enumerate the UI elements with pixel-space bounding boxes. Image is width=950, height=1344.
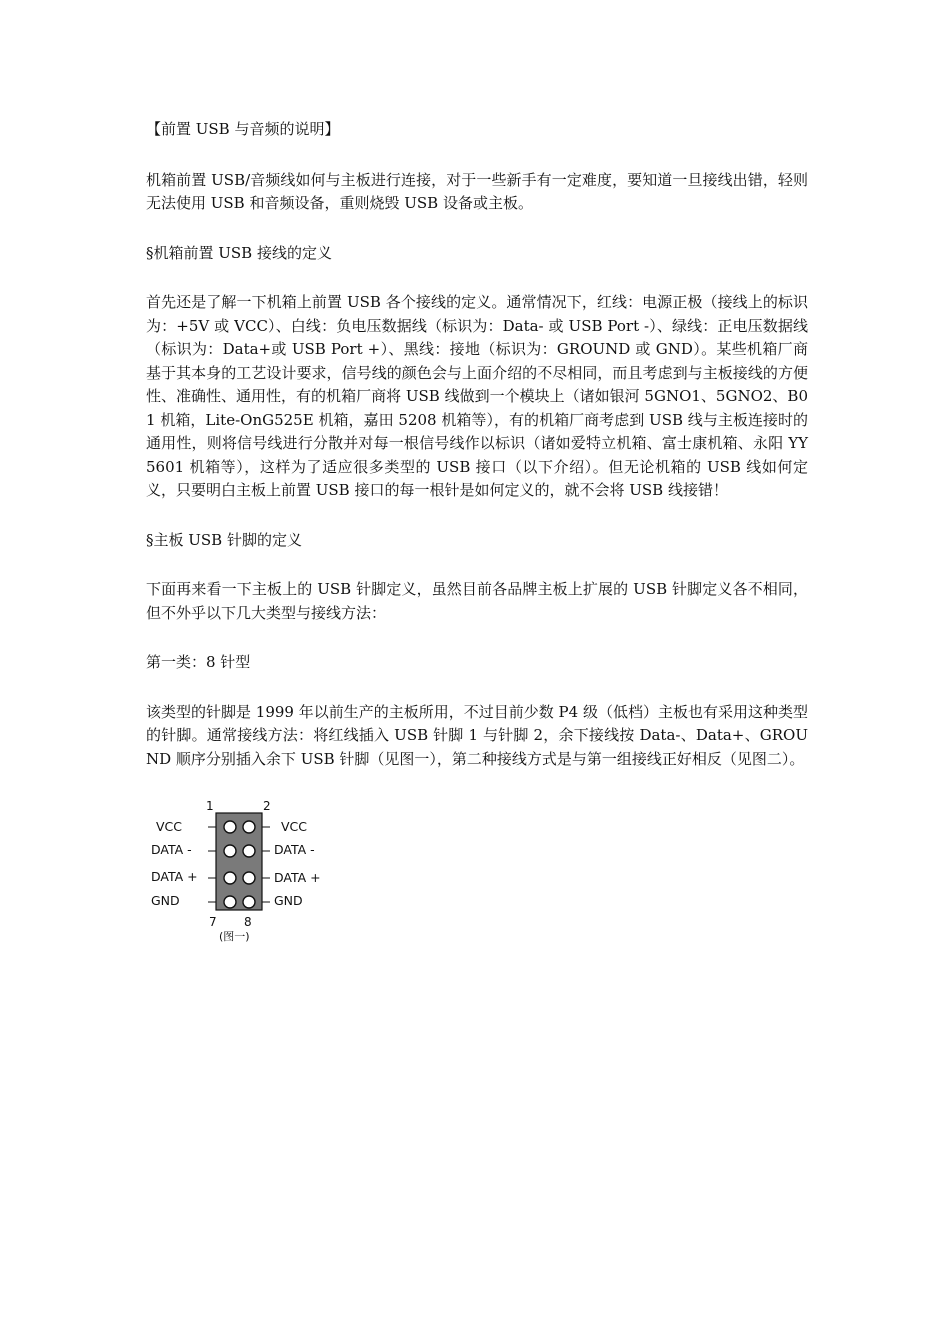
pin-7	[224, 896, 236, 908]
board-usb-paragraph: 下面再来看一下主板上的 USB 针脚定义，虽然目前各品牌主板上扩展的 USB 针脚定义各不相同，但不外乎以下几大类型与接线方法：	[146, 580, 808, 622]
left-label-gnd: GND	[151, 893, 180, 908]
pin-1	[224, 821, 236, 833]
pin-8	[243, 896, 255, 908]
pin-5	[224, 872, 236, 884]
pin-3	[224, 845, 236, 857]
pin-6	[243, 872, 255, 884]
left-label-vcc: VCC	[156, 819, 183, 834]
type1-paragraph: 该类型的针脚是 1999 年以前生产的主板所用，不过目前少数 P4 级（低档）主板也有采用这种类型的针脚。通常接线方法：将红线插入 USB 针脚 1 与针脚 2，余下接线按 Data-、Data+、GROUND 顺序分别插入余下 USB 针脚（见图一），第二种接线方式是与第一组接线正好相反（见图二）。	[146, 702, 808, 768]
document-title: 【前置 USB 与音频的说明】	[146, 120, 340, 138]
right-label-gnd: GND	[274, 893, 303, 908]
case-usb-paragraph: 首先还是了解一下机箱上前置 USB 各个接线的定义。通常情况下，红线：电源正极（接线上的标识为：+5V 或 VCC）、白线：负电压数据线（标识为：Data- 或 USB Port -）、绿线：正电压数据线（标识为：Data+或 USB Port +）、黑线：接地（标识为：GROUND 或 GND）。某些机箱厂商基于其本身的工艺设计要求，信号线的颜色会与上面介绍的不尽相同，而且考虑到与主板接线的方便性、准确性、通用性，有的机箱厂商将 USB 线做到一个模块上（诸如银河 5GNO1、5GNO2、B01 机箱，Lite-OnG525E 机箱，嘉田 5208 机箱等），有的机箱厂商考虑到 USB 线与主板连接时的通用性，则将信号线进行分散并对每一根信号线作以标识（诸如爱特立机箱、富士康机箱、永阳 YY5601 机箱等），这样为了适应很多类型的 USB 接口（以下介绍）。但无论机箱的 USB 线如何定义，只要明白主板上前置 USB 接口的每一根针是如何定义的，就不会将 USB 线接错！	[146, 293, 808, 499]
document-page	[146, 118, 808, 947]
pin-number-1: 1	[206, 799, 214, 813]
usb-8pin-diagram-svg	[146, 797, 336, 947]
pin-4	[243, 845, 255, 857]
left-label-data-minus: DATA -	[151, 842, 192, 857]
figure-caption: (图一)	[219, 930, 250, 943]
right-label-data-plus: DATA +	[274, 870, 321, 885]
pin-number-7: 7	[209, 915, 217, 929]
pin-2	[243, 821, 255, 833]
left-label-data-plus: DATA +	[151, 869, 198, 884]
right-label-data-minus: DATA -	[274, 842, 315, 857]
pin-number-2: 2	[263, 799, 271, 813]
right-label-vcc: VCC	[281, 819, 308, 834]
section-heading-case-usb: §机箱前置 USB 接线的定义	[146, 243, 332, 262]
type1-heading: 第一类：8 针型	[146, 653, 251, 671]
section-heading-board-usb: §主板 USB 针脚的定义	[146, 530, 302, 549]
pin-number-8: 8	[244, 915, 252, 929]
intro-paragraph: 机箱前置 USB/音频线如何与主板进行连接，对于一些新手有一定难度，要知道一旦接线出错，轻则无法使用 USB 和音频设备，重则烧毁 USB 设备或主板。	[146, 170, 808, 212]
usb-8pin-diagram	[146, 797, 336, 947]
